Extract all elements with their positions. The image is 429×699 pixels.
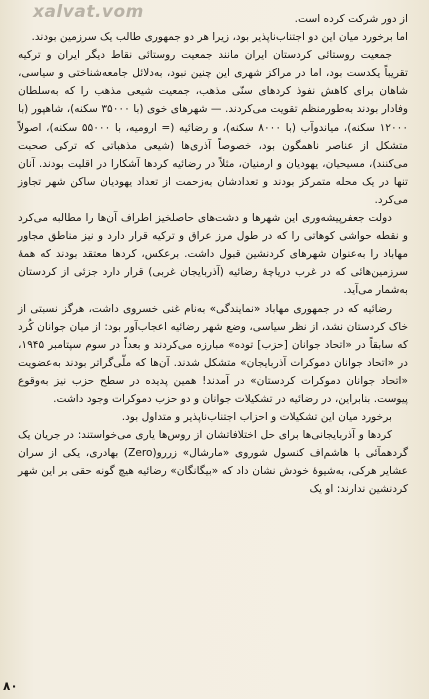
paragraph-3: جمعیت روستائی کردستان ایران مانند جمعیت روستائی نقاط دیگر ایران و ترکیه تقریباً یکدست بود، اما در مراکز شهری این چنین نبود، به‌دلائل جامعه‌شناختی و سیاسی، شاهان برای کاهش نفوذ کردهای سنّی مذهب، جمعیت شیعی مذهب را که به‌سلطان وفادار بودند به‌طورمنظم تقویت می‌کردند. — شهرهای خوی (با ۳۵۰۰۰ سکنه)، شاهپور (با ۱۲۰۰۰ سکنه)، میاندوآب (با ۸۰۰۰ سکنه)، و رضائیه (= ارومیه، با ۵۵۰۰۰ سکنه)، اصولاً متشکل از عناصر ناهمگون بود، خصوصاً آذری‌ها (شیعی مذهباتی که ترکی صحبت می‌کنند)، مسیحیان، یهودیان و ارمنیان، مثلاً در رضائیه کردها آشکارا در اقلیت بودند. آنان تنها در یک محله متمرکز بودند و تعدادشان به‌زحمت از تعداد یهودیان ساکن شهر تجاوز می‌کرد. <box>18 49 409 206</box>
paragraph-7: کردها و آذربایجانی‌ها برای حل اختلافاتشان از روس‌ها یاری می‌خواستند: در جریان یک گردهمآئی با هاشم‌اف کنسول شوروی «مارشال» زررو(Zero) بهادری، یکی از سران عشایر هرکی، به‌شیوهٔ خودش نشان داد که «بیگانگان» رضائیه هیچ گونه حقی بر این شهر کردنشین ندارند: او یک <box>18 429 409 496</box>
watermark: xalvat.vom <box>33 2 144 22</box>
paragraph-1: از دور شرکت کرده است. <box>294 13 408 25</box>
paragraph-5: رضائیه که در جمهوری مهاباد «نمایندگی» به‌نام غنی خسروی داشت، هرگز نسبتی از خاک کردستان نشد، از نظر سیاسی، وضع شهر رضائیه اعجاب‌آور بود: از میان جوانان کُرد که سابقاً در «اتحاد جوانان [حزب] توده» مبارزه می‌کردند و بعداً در سوم سپتامبر ۱۹۴۵، در «اتحاد جوانان دموکرات آذربایجان» متشکل شدند. آن‌ها که ملّی‌گراتر بودند به‌عضویت «اتحاد جوانان دموکرات کردستان» در آمدند! همین پدیده در سطح حزب نیز به‌وقوع پیوست. بنابراین، در رضائیه در تشکیلات جوانان و دو حزب دموکرات وجود داشت. <box>18 302 408 405</box>
page-number: ۸۰ <box>3 679 18 693</box>
paragraph-4: دولت جعفرپیشه‌وری این شهرها و دشت‌های حاصلخیز اطراف آن‌ها را مطالبه می‌کرد و نقطه حواشی کوهاتی را که در طول مرز عراق و ترکیه قرار دارد و نیز مناطق مجاور مهاباد را به‌عنوان شهرهای کردنشین قبول داشت. برعکس، کردها معتقد بودند که همهٔ سرزمین‌هائی که در غرب دریاچهٔ رضائیه (آذربایجان غربی) قرار دارد جزئی از کردستان به‌شمار می‌آید. <box>18 212 408 297</box>
paragraph-2: اما برخورد میان این دو اجتناب‌ناپذیر بود، زیرا هر دو جمهوری طالب یک سرزمین بودند. <box>31 31 408 44</box>
body-text <box>18 10 408 499</box>
paragraph-6: برخورد میان این تشکیلات و احزاب اجتناب‌ناپذیر و متداول بود. <box>121 411 392 424</box>
